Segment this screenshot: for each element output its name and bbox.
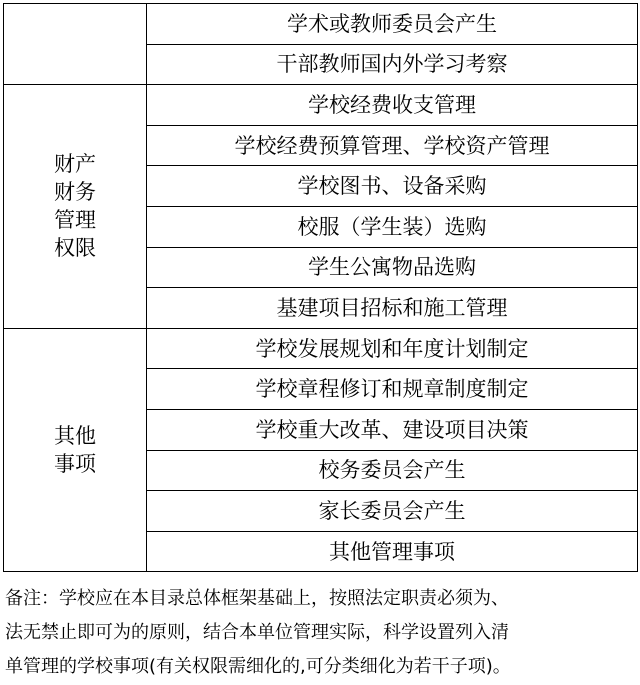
- item-cell: 校服（学生装）选购: [147, 206, 638, 247]
- item-cell: 学校经费收支管理: [147, 85, 638, 126]
- remarks-note: [5, 582, 637, 684]
- item-cell: 其他管理事项: [147, 531, 638, 572]
- item-cell: 干部教师国内外学习考察: [147, 44, 638, 85]
- item-cell: 学生公寓物品选购: [147, 247, 638, 288]
- category-cell: [4, 4, 147, 85]
- authority-list-table: [3, 3, 638, 572]
- item-cell: 学校重大改革、建设项目决策: [147, 409, 638, 450]
- table-row: [4, 85, 638, 126]
- item-cell: 学校经费预算管理、学校资产管理: [147, 125, 638, 166]
- item-cell: 学校图书、设备采购: [147, 166, 638, 207]
- remarks-line: 备注：学校应在本目录总体框架基础上，按照法定职责必须为、: [5, 588, 509, 609]
- item-cell: 学校发展规划和年度计划制定: [147, 328, 638, 369]
- item-cell: 校务委员会产生: [147, 450, 638, 491]
- table-row: [4, 4, 638, 45]
- table-row: [4, 328, 638, 369]
- item-cell: 家长委员会产生: [147, 491, 638, 532]
- category-label-line: 财产: [54, 152, 96, 177]
- category-cell-other-matters: [4, 328, 147, 572]
- item-cell: 学术或教师委员会产生: [147, 4, 638, 45]
- remarks-line: 法无禁止即可为的原则，结合本单位管理实际，科学设置列入清: [5, 622, 509, 643]
- category-label-line: 事项: [54, 452, 96, 477]
- category-label-line: 管理: [54, 208, 96, 233]
- category-label-line: 财务: [54, 180, 96, 205]
- item-cell: 基建项目招标和施工管理: [147, 288, 638, 329]
- category-label-line: 权限: [54, 236, 96, 261]
- item-cell: 学校章程修订和规章制度制定: [147, 369, 638, 410]
- category-label-line: 其他: [54, 424, 96, 449]
- category-cell-property-finance: [4, 85, 147, 329]
- remarks-line: 单管理的学校事项(有关权限需细化的,可分类细化为若干子项)。: [5, 656, 511, 677]
